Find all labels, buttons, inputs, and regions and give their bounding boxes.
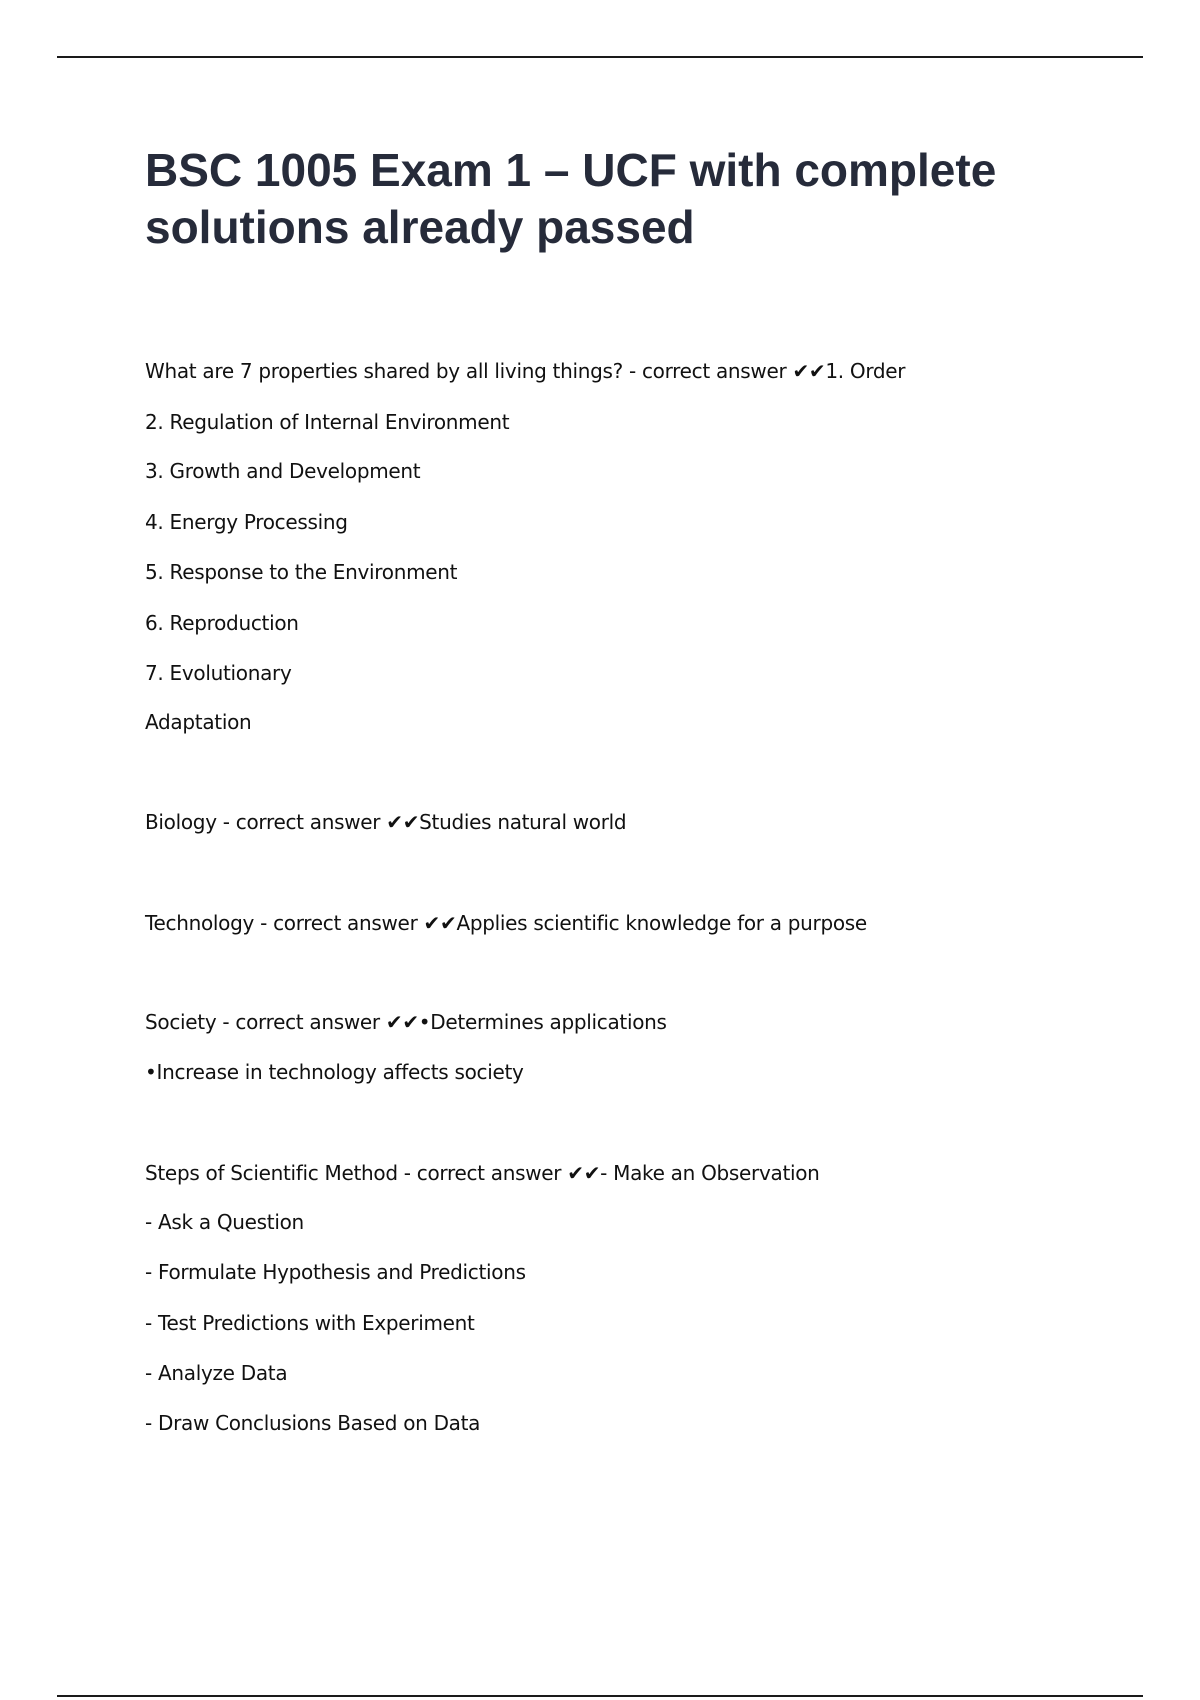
qa-line: Adaptation bbox=[145, 710, 252, 734]
qa-line: •Increase in technology affects society bbox=[145, 1060, 524, 1084]
qa-line: - Test Predictions with Experiment bbox=[145, 1311, 475, 1335]
header-rule bbox=[57, 56, 1143, 58]
qa-line: 4. Energy Processing bbox=[145, 510, 348, 534]
qa-line: - Draw Conclusions Based on Data bbox=[145, 1411, 481, 1435]
qa-line: Steps of Scientific Method - correct answer ✔✔- Make an Observation bbox=[145, 1161, 820, 1185]
qa-line: Technology - correct answer ✔✔Applies scientific knowledge for a purpose bbox=[145, 911, 867, 935]
footer-rule bbox=[57, 1695, 1143, 1697]
qa-line: 2. Regulation of Internal Environment bbox=[145, 410, 510, 434]
qa-line: - Analyze Data bbox=[145, 1361, 288, 1385]
qa-line: - Ask a Question bbox=[145, 1210, 304, 1234]
qa-line: 7. Evolutionary bbox=[145, 661, 292, 685]
qa-line: 5. Response to the Environment bbox=[145, 560, 458, 584]
qa-line: 3. Growth and Development bbox=[145, 459, 421, 483]
qa-line: Biology - correct answer ✔✔Studies natural world bbox=[145, 810, 627, 834]
qa-line: Society - correct answer ✔✔•Determines applications bbox=[145, 1010, 667, 1034]
qa-line: - Formulate Hypothesis and Predictions bbox=[145, 1260, 526, 1284]
qa-line: What are 7 properties shared by all living things? - correct answer ✔✔1. Order bbox=[145, 359, 906, 383]
document-title: BSC 1005 Exam 1 – UCF with complete solutions already passed bbox=[145, 144, 997, 253]
qa-line: 6. Reproduction bbox=[145, 611, 299, 635]
